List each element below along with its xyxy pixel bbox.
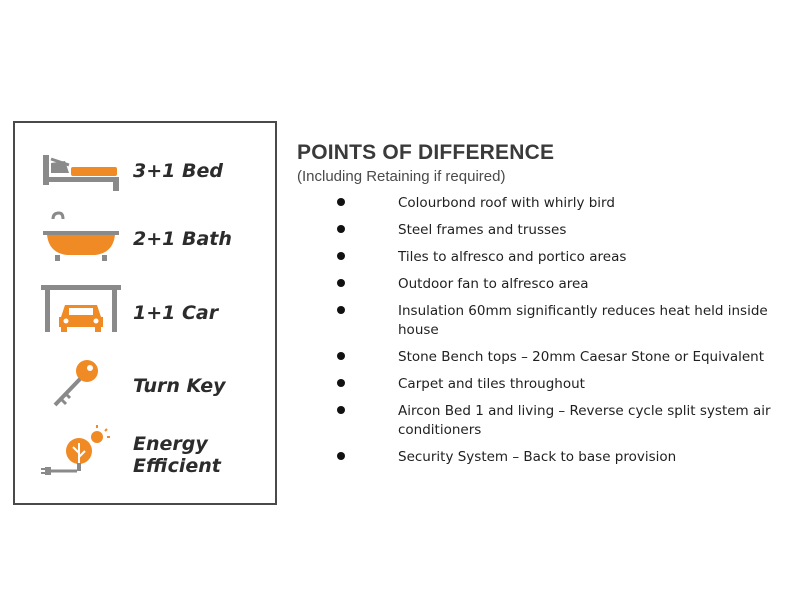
car-icon	[39, 281, 123, 337]
feature-bath	[15, 209, 275, 269]
list-item-text: Stone Bench tops – 20mm Caesar Stone or Equivalent	[398, 349, 765, 365]
bullet-icon	[337, 225, 345, 233]
feature-label-car: 1+1 Car	[133, 302, 219, 324]
features-panel	[13, 121, 277, 505]
list-item-text: Outdoor fan to alfresco area	[398, 276, 589, 292]
points-subtitle: (Including Retaining if required)	[297, 168, 506, 185]
list-item-text: Security System – Back to base provision	[398, 449, 677, 465]
energy-icon	[39, 423, 123, 479]
list-item-text: Tiles to alfresco and portico areas	[398, 249, 627, 265]
bullet-icon	[337, 406, 345, 414]
list-item	[332, 275, 792, 294]
feature-label-key: Turn Key	[133, 375, 226, 397]
key-icon	[39, 355, 123, 411]
bed-icon	[39, 143, 123, 199]
feature-car	[15, 281, 275, 341]
bullet-icon	[337, 452, 345, 460]
bath-icon	[39, 209, 123, 265]
feature-bed	[15, 143, 275, 203]
points-title: POINTS OF DIFFERENCE	[297, 141, 555, 164]
feature-energy	[15, 423, 275, 483]
list-item	[332, 194, 792, 213]
list-item-text: Insulation 60mm significantly reduces heat held inside house	[398, 303, 768, 338]
list-item	[332, 248, 792, 267]
list-item	[332, 448, 792, 467]
feature-key	[15, 355, 275, 415]
list-item	[332, 302, 792, 340]
list-item-text: Aircon Bed 1 and living – Reverse cycle split system air conditioners	[398, 403, 771, 438]
list-item	[332, 402, 792, 440]
feature-label-energy-1: Energy	[133, 433, 208, 455]
points-list	[332, 194, 792, 475]
bullet-icon	[337, 379, 345, 387]
bullet-icon	[337, 252, 345, 260]
bullet-icon	[337, 306, 345, 314]
feature-label-energy-2: Efficient	[133, 455, 221, 477]
list-item	[332, 221, 792, 240]
feature-label-bed: 3+1 Bed	[133, 160, 223, 182]
list-item	[332, 348, 792, 367]
list-item	[332, 375, 792, 394]
list-item-text: Colourbond roof with whirly bird	[398, 195, 615, 211]
bullet-icon	[337, 279, 345, 287]
list-item-text: Carpet and tiles throughout	[398, 376, 585, 392]
bullet-icon	[337, 198, 345, 206]
bullet-icon	[337, 352, 345, 360]
list-item-text: Steel frames and trusses	[398, 222, 567, 238]
feature-label-bath: 2+1 Bath	[133, 228, 232, 250]
